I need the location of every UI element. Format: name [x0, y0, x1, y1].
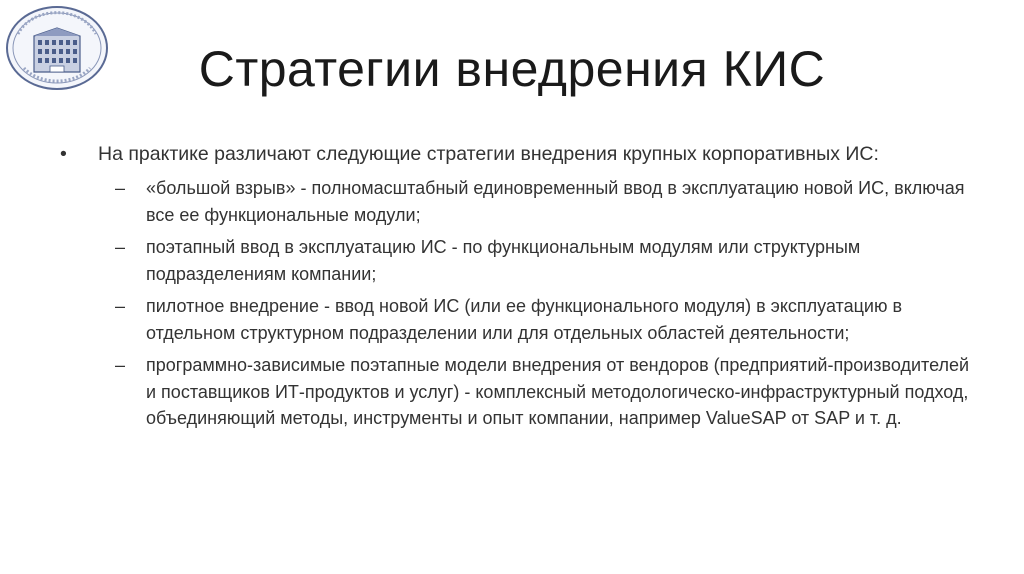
bullet-text: На практике различают следующие стратегии внедрения крупных корпоративных ИС:	[98, 143, 879, 165]
bullet-item	[60, 140, 980, 169]
sub-bullet-list	[60, 175, 980, 432]
dash-marker: –	[115, 296, 126, 316]
sub-bullet-item	[60, 352, 980, 432]
bullet-marker: •	[60, 143, 67, 165]
sub-bullet-item	[60, 234, 980, 287]
dash-marker: –	[115, 237, 126, 257]
dash-marker: –	[115, 178, 126, 198]
sub-bullet-text: «большой взрыв» - полномасштабный единовременный ввод в эксплуатацию новой ИС, включая все ее функциональные модули;	[146, 178, 965, 225]
sub-bullet-text: программно-зависимые поэтапные модели внедрения от вендоров (предприятий-производителей и поставщиков ИТ-продуктов и услуг) - комплексный методологическо-инфраструктурный подход, объединяющий методы, инструменты и опыт компании, например ValueSAP от SAP и т. д.	[146, 355, 970, 428]
sub-bullet-item	[60, 175, 980, 228]
sub-bullet-item	[60, 293, 980, 346]
slide-body	[60, 140, 980, 438]
dash-marker: –	[115, 355, 126, 375]
sub-bullet-text: пилотное внедрение - ввод новой ИС (или ее функционального модуля) в эксплуатацию в отдельном структурном подразделении или для отдельных областей деятельности;	[146, 296, 903, 343]
sub-bullet-text: поэтапный ввод в эксплуатацию ИС - по функциональным модулям или структурным подразделениям компании;	[146, 237, 861, 284]
slide-title: Стратегии внедрения КИС	[198, 41, 826, 97]
